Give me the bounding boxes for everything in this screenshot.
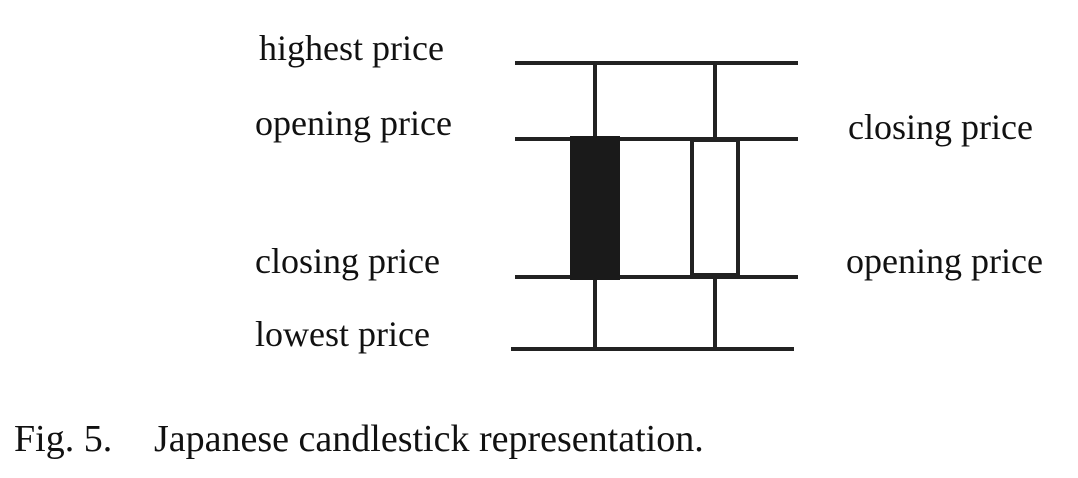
figure-caption (14, 420, 704, 458)
bullish-candle-body (692, 140, 738, 275)
label-lowest-price: lowest price (255, 314, 430, 354)
bearish-candle-body (571, 137, 619, 279)
label-opening-price-left: opening price (255, 103, 452, 143)
figure-number: Fig. 5. (14, 418, 113, 460)
label-highest-price: highest price (259, 28, 444, 68)
label-closing-price-right: closing price (848, 107, 1033, 147)
figure-caption-text: Japanese candlestick representation. (154, 418, 704, 460)
label-opening-price-right: opening price (846, 241, 1043, 281)
label-closing-price-left: closing price (255, 241, 440, 281)
